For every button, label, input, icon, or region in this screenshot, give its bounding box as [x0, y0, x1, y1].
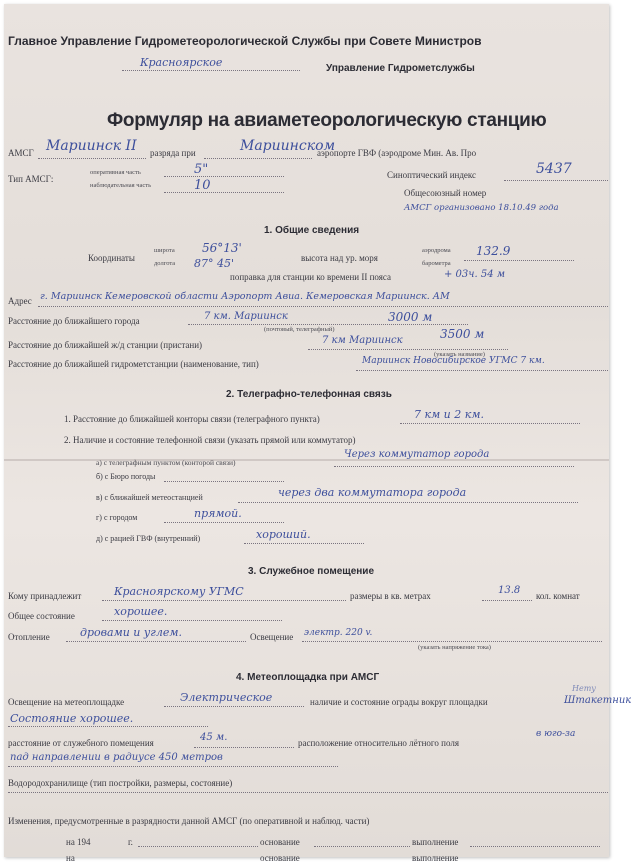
- aerodrome-label: аэродрома: [422, 247, 451, 254]
- voltage-note: (указать напряжение тока): [418, 644, 491, 651]
- phone-c-value: через два коммутатора города: [278, 486, 467, 499]
- address-label: Адрес: [8, 296, 32, 306]
- nearest-city-note: (почтовый, телеграфный): [264, 326, 335, 333]
- longitude-value: 87° 45': [194, 257, 235, 270]
- operative-value: 5": [194, 162, 209, 177]
- section1-title: 1. Общие сведения: [264, 225, 360, 236]
- form-title: Формуляр на авиаметеорологическую станцию: [107, 110, 547, 131]
- rooms-count-label: кол. комнат: [536, 591, 580, 601]
- site-lighting-value: Электрическое: [180, 691, 273, 704]
- amsg-value: Мариинск II: [46, 138, 137, 154]
- fence-value: Штакетник: [564, 695, 631, 706]
- phone-d-label: г) с городом: [96, 513, 138, 522]
- amsg-label: АМСГ: [8, 148, 34, 158]
- synoptic-index-label: Синоптический индекс: [387, 170, 477, 180]
- ministry-header: Главное Управление Гидрометеорологической Службы при Совете Министров: [8, 34, 482, 48]
- telegraph-distance-value: 7 км и 2 км.: [414, 408, 484, 421]
- amsg-type-label: Тип АМСГ:: [8, 174, 54, 184]
- synoptic-index-value: 5437: [536, 161, 572, 177]
- operative-label: оперативная часть: [90, 169, 141, 176]
- altitude-value: 132.9: [476, 244, 511, 258]
- changes-row1-done: выполнение: [412, 837, 459, 847]
- section2-title: 2. Телеграфно-телефонная связь: [226, 389, 392, 400]
- rail-value: 7 км Мариинск: [322, 335, 403, 346]
- general-state-label: Общее состояние: [8, 611, 75, 621]
- department-label: Управление Гидрометслужбы: [326, 63, 475, 74]
- position-label: расположение относительно лётного поля: [298, 738, 459, 748]
- lighting-label: Освещение: [250, 632, 294, 642]
- nearest-city-label: Расстояние до ближайшего города: [8, 316, 140, 326]
- distance-office-label: расстояние от служебного помещения: [8, 738, 154, 748]
- razryad-label: разряда при: [150, 148, 196, 158]
- document-sheet: [4, 4, 631, 863]
- site-lighting-label: Освещение на метеоплощадке: [8, 697, 125, 707]
- room-size-value: 13.8: [498, 585, 521, 596]
- phone-b-label: б) с Бюро погоды: [96, 472, 156, 481]
- distance-meters-note2: 3500 м: [440, 327, 485, 341]
- time-correction-value: + 03ч. 54 м: [444, 269, 506, 280]
- room-size-label: размеры в кв. метрах: [350, 591, 431, 601]
- altitude-label: высота над ур. моря: [301, 253, 378, 263]
- latitude-label: широта: [154, 247, 175, 254]
- owner-value: Красноярскому УГМС: [114, 585, 244, 598]
- razryad-value: Мариинском: [240, 138, 336, 154]
- changes-row2-na: на: [66, 853, 75, 863]
- changes-row1-g: г.: [128, 837, 133, 847]
- owner-label: Кому принадлежит: [8, 591, 82, 601]
- site-state-value: Состояние хорошее.: [10, 712, 134, 725]
- distance-meters-note: 3000 м: [388, 310, 433, 324]
- telegraph-distance-label: 1. Расстояние до ближайшей конторы связи (телеграфного пункта): [64, 414, 320, 424]
- changes-row2-done: выполнение: [412, 853, 459, 863]
- lighting-value: электр. 220 v.: [304, 628, 373, 638]
- general-state-value: хорошее.: [114, 605, 168, 618]
- nearest-station-value: Мариинск Новосибирское УГМС 7 км.: [362, 356, 545, 366]
- address-value: г. Мариинск Кемеровской области Аэропорт Авиа. Кемеровская Мариинск. АМ: [40, 291, 450, 302]
- hydrogen-storage-label: Водородохранилище (тип постройки, размеры, состояние): [8, 778, 233, 788]
- nearest-city-value: 7 км. Мариинск: [204, 311, 288, 322]
- coords-label: Координаты: [88, 253, 135, 263]
- section4-title: 4. Метеоплощадка при АМСГ: [236, 672, 380, 683]
- rail-label: Расстояние до ближайшей ж/д станции (пристани): [8, 340, 203, 350]
- observation-value: 10: [194, 178, 211, 193]
- fold-line: [4, 459, 609, 461]
- union-number-label: Общесоюзный номер: [404, 188, 487, 198]
- phone-e-label: д) с рацией ГВФ (внутренний): [96, 534, 201, 543]
- nearest-station-label: Расстояние до ближайшей гидрометстанции (наименование, тип): [8, 359, 259, 369]
- fence-value-above: Нету: [572, 684, 596, 693]
- changes-label: Изменения, предусмотренные в разрядности данной АМСГ (по оперативной и наблюд. части): [8, 816, 370, 826]
- distance-office-value: 45 м.: [200, 732, 228, 743]
- region-handwritten: Красноярское: [140, 56, 223, 69]
- position-value: в юго-за: [536, 729, 576, 739]
- changes-row1-basis: основание: [260, 837, 300, 847]
- heating-label: Отопление: [8, 632, 50, 642]
- position-value-cont: пад направлении в радиусе 450 метров: [10, 752, 223, 763]
- changes-row1-na: на 194: [66, 837, 91, 847]
- changes-row2-basis: основание: [260, 853, 300, 863]
- phone-a-label: а) с телеграфным пунктом (конторой связи): [96, 458, 236, 467]
- phone-e-value: хороший.: [256, 528, 311, 541]
- longitude-label: долгота: [154, 260, 176, 267]
- fence-label: наличие и состояние ограды вокруг площадки: [310, 697, 488, 707]
- phone-a-value: Через коммутатор города: [344, 449, 490, 460]
- airport-label: аэропорте ГВФ (аэродроме Мин. Ав. Про: [317, 148, 477, 158]
- observation-label: наблюдательная часть: [90, 182, 152, 189]
- organized-note: АМСГ организовано 18.10.49 года: [404, 203, 559, 213]
- phone-c-label: в) с ближайшей метеостанцией: [96, 493, 203, 502]
- latitude-value: 56°13': [202, 241, 242, 255]
- heating-value: дровами и углем.: [80, 626, 182, 639]
- barometer-label: барометра: [422, 260, 451, 267]
- phone-d-value: прямой.: [194, 507, 242, 520]
- time-correction-label: поправка для станции ко времени II пояса: [230, 272, 391, 282]
- rail-note: (указать название): [434, 351, 485, 358]
- phone-connection-label: 2. Наличие и состояние телефонной связи (указать прямой или коммутатор): [64, 435, 356, 445]
- section3-title: 3. Служебное помещение: [248, 566, 375, 577]
